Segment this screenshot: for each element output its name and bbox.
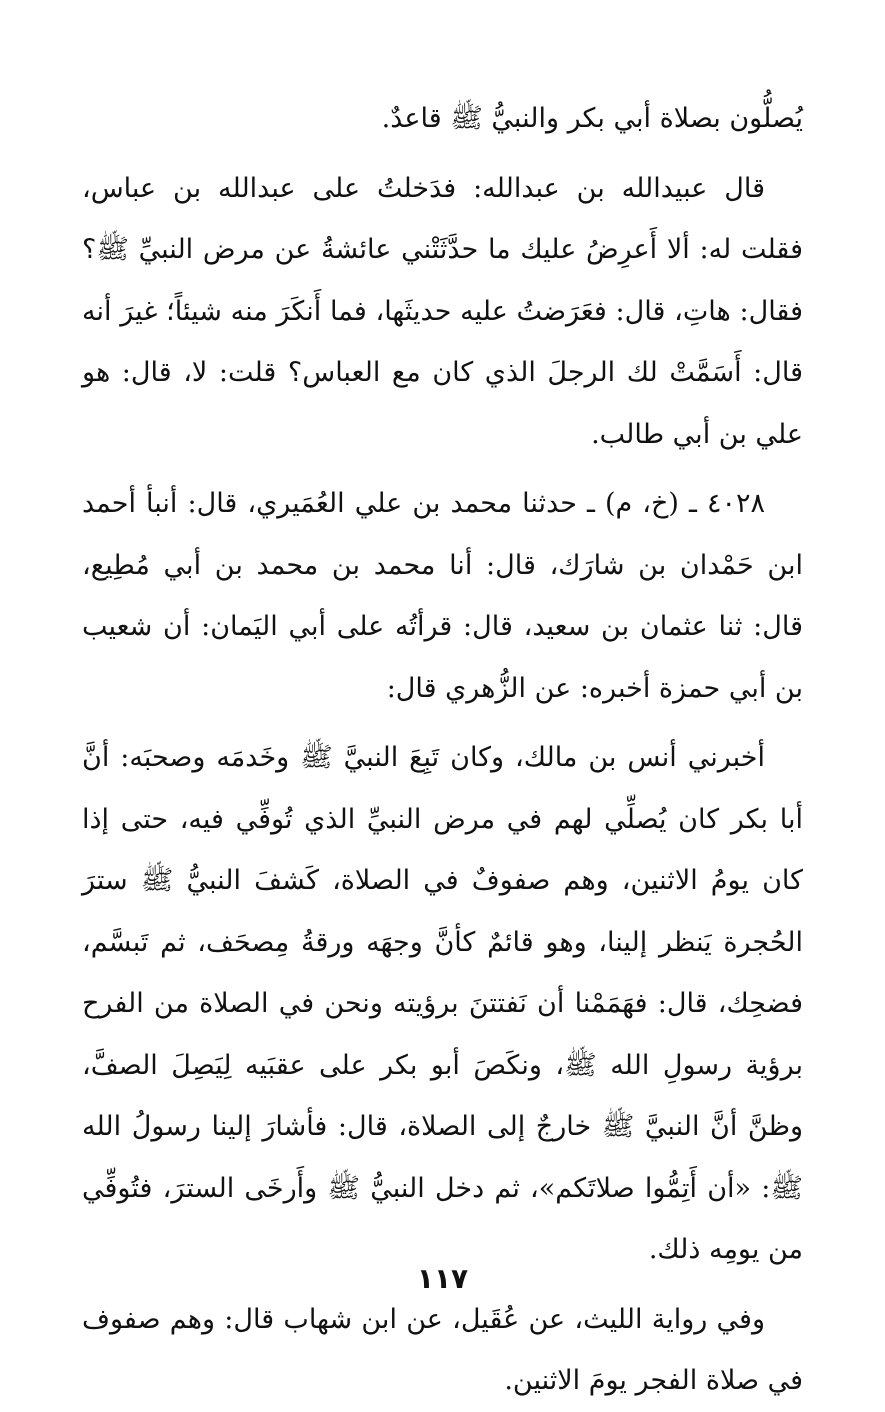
- paragraph-layth-narration: وفي رواية الليث، عن عُقَيل، عن ابن شهاب قال: وهم صفوف في صلاة الفجر يومَ الاثنين.: [82, 1303, 803, 1396]
- page-number: ١١٧: [416, 1262, 469, 1295]
- paragraph-anas-narration: أخبرني أنس بن مالك، وكان تَبِعَ النبيَّ ﷺ وخَدمَه وصحبَه: أنَّ أبا بكر كان يُصلِّي لهم في مرض النبيِّ الذي تُوفِّي فيه، حتى إذا كان يومُ الاثنين، وهم صفوفٌ في الصلاة، كَشفَ النبيُّ ﷺ سترَ الحُجرة يَنظر إلينا، وهو قائمٌ كأنَّ وجهَه ورقةُ مِصحَف، ثم تَبسَّم، فضحِك، قال: فهَمَمْنا أن نَفتتنَ برؤيته ونحن في الصلاة من الفرح برؤية رسولِ الله ﷺ، ونكَصَ أبو بكر على عقبَيه لِيَصِلَ الصفَّ، وظنَّ أنَّ النبيَّ ﷺ خارجٌ إلى الصلاة، قال: فأشارَ إلينا رسولُ الله ﷺ: «أن أَتِمُّوا صلاتَكم»، ثم دخل النبيُّ ﷺ وأَرخَى السترَ، فتُوفِّي من يومِه ذلك.: [82, 742, 803, 1265]
- paragraph-hadith-4028-isnad: ٤٠٢٨ ـ (خ، م) ـ حدثنا محمد بن علي العُمَيري، قال: أنبأ أحمد ابن حَمْدان بن شارَك، قال: أنا محمد بن محمد بن أبي مُطِيع، قال: ثنا عثمان بن سعيد، قال: قرأتُه على أبي اليَمان: أن شعيب بن أبي حمزة أخبره: عن الزُّهري قال:: [82, 488, 803, 704]
- paragraph-ubaydullah: قال عبيدالله بن عبدالله: فدَخلتُ على عبدالله بن عباس، فقلت له: ألا أَعرِضُ عليك ما حدَّثَتْني عائشةُ عن مرض النبيِّ ﷺ؟ فقال: هاتِ، قال: فعَرَضتُ عليه حديثَها، فما أَنكَرَ منه شيئاً؛ غيرَ أنه قال: أَسَمَّتْ لك الرجلَ الذي كان مع العباس؟ قلت: لا، قال: هو علي بن أبي طالب.: [82, 172, 803, 450]
- paragraph-continuation: يُصلُّون بصلاة أبي بكر والنبيُّ ﷺ قاعدٌ.: [381, 103, 803, 134]
